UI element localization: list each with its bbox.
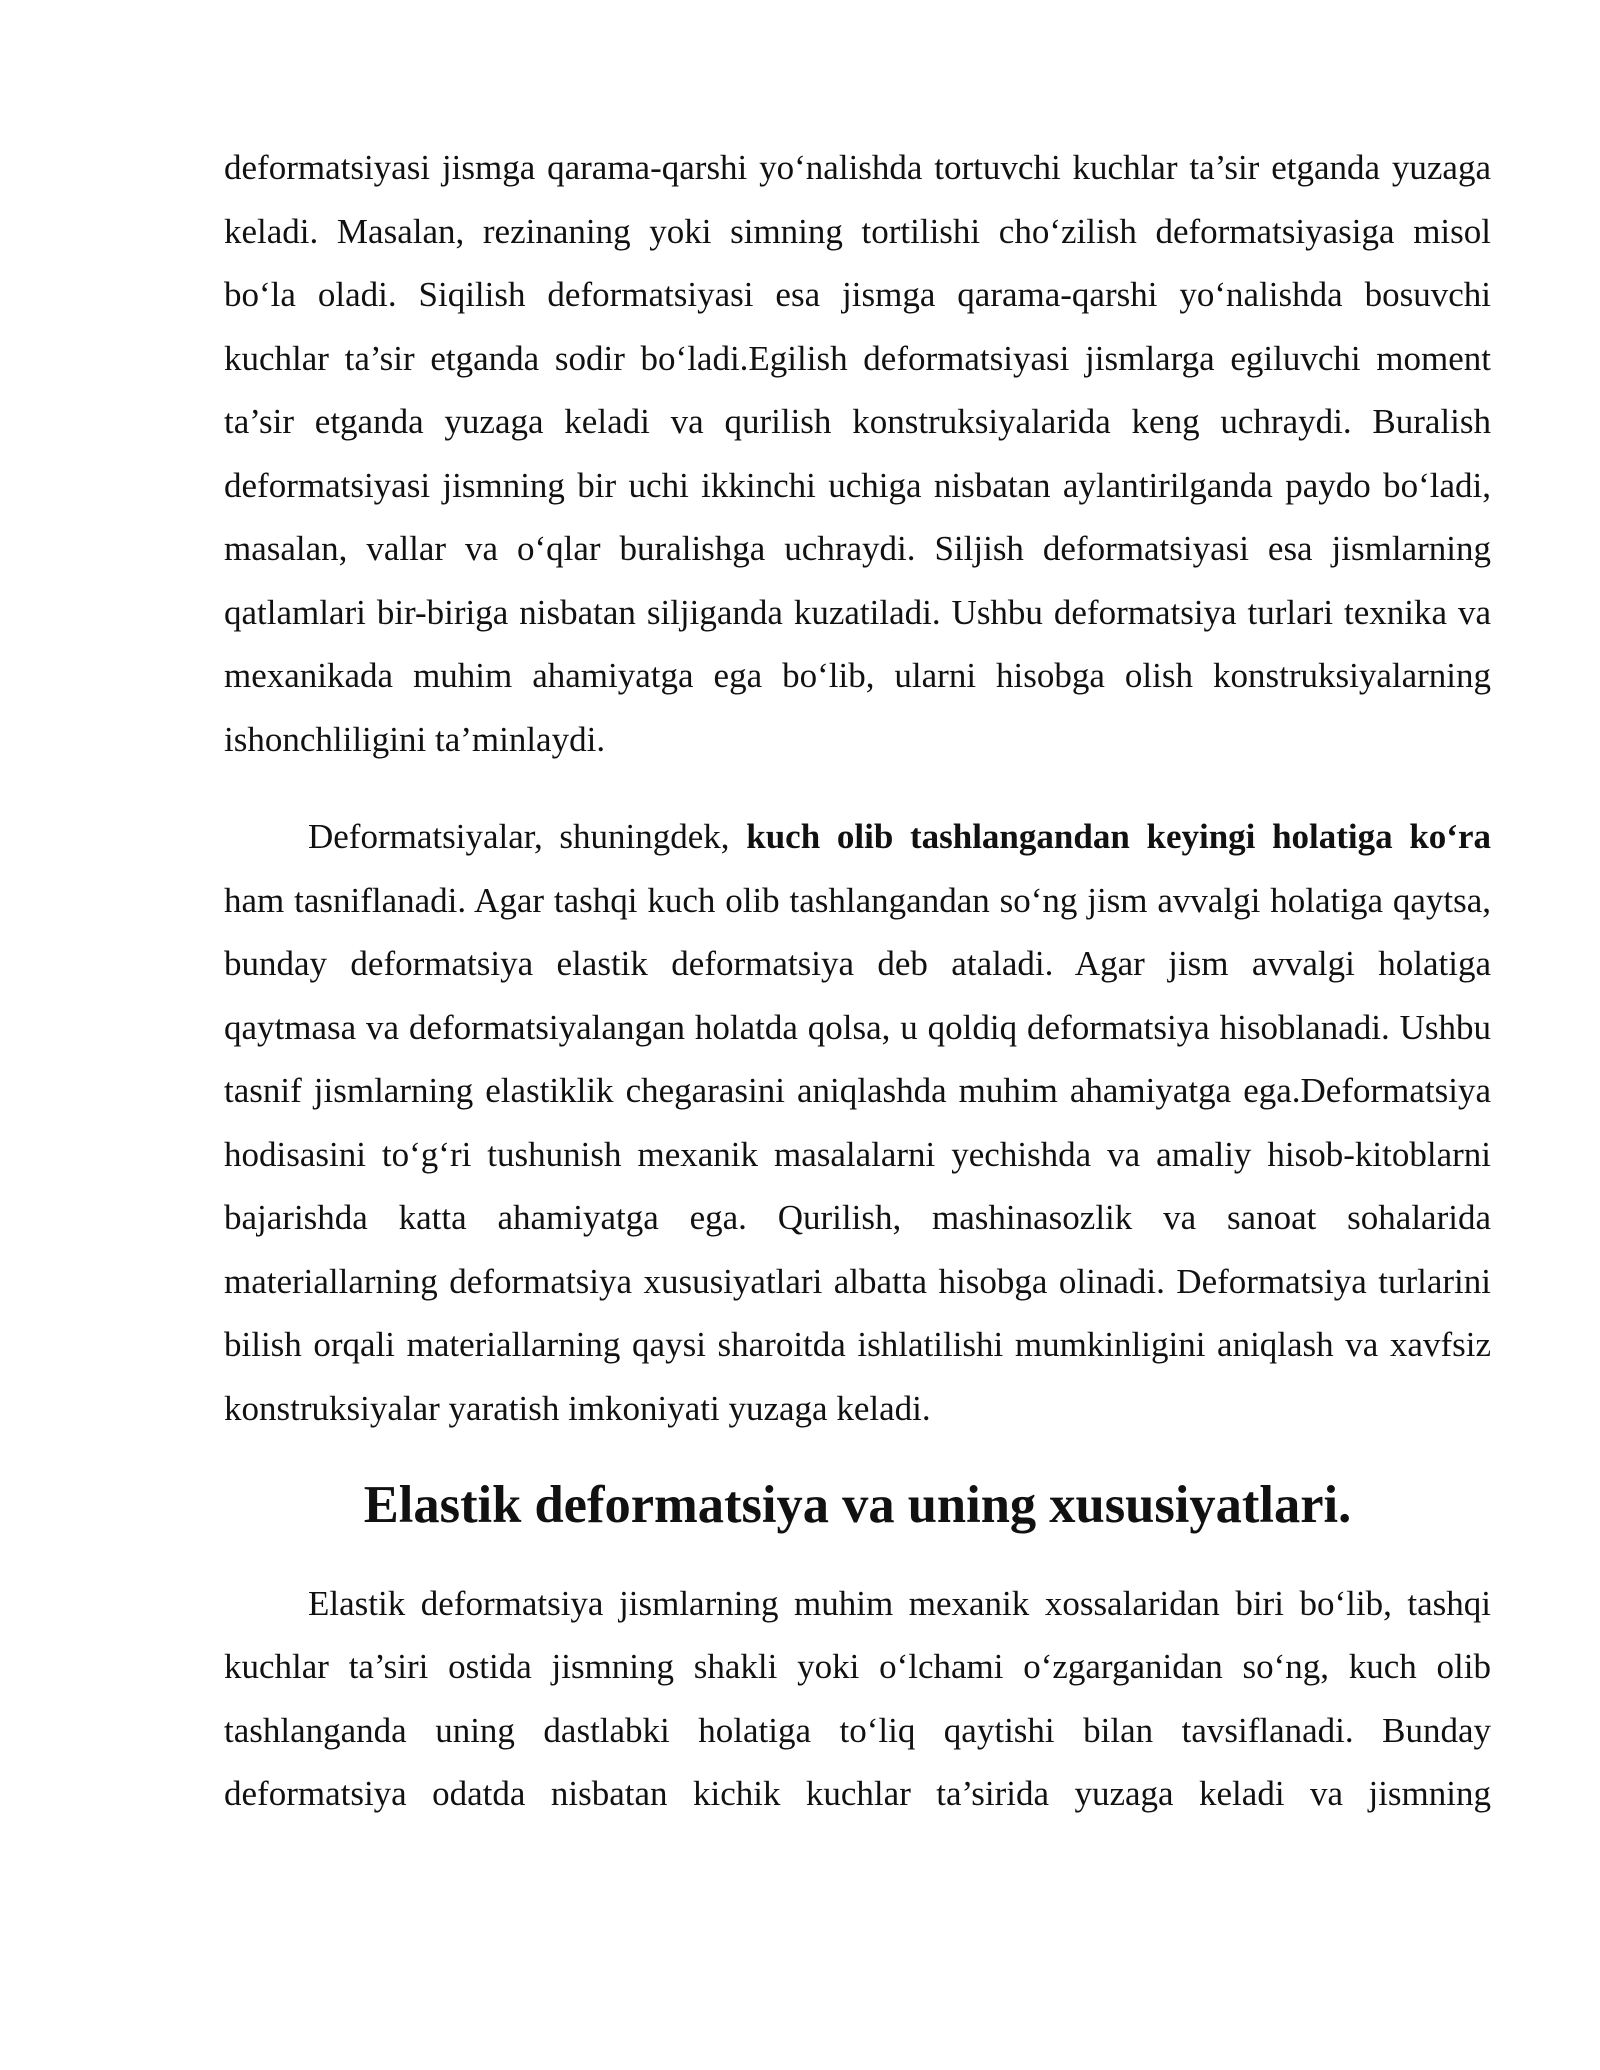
paragraph-3: Elastik deformatsiya jismlarning muhim mexanik xossalaridan biri bo‘lib, tashqi kuchlar ta’siri ostida jismning shakli yoki o‘lchami o‘zgarganidan so‘ng, kuch olib tashlanganda uning dastlabki holatiga to‘liq qaytishi bilan tavsiflanadi. Bunday deformatsiya odatda nisbatan kichik kuchlar ta’sirida yuzaga keladi va jismning bbox=[224, 1583, 1491, 1813]
paragraph-2-emphasis: kuch olib tashlangandan keyingi holatiga ko‘ra bbox=[746, 817, 1491, 856]
paragraph-2-lead: Deformatsiyalar, shuningdek, bbox=[308, 817, 747, 856]
paragraph-1: deformatsiyasi jismga qarama-qarshi yo‘nalishda tortuvchi kuchlar ta’sir etganda yuzaga keladi. Masalan, rezinaning yoki simning tortilishi cho‘zilish deformatsiyasiga misol bo‘la oladi. Siqilish deformatsiyasi esa jismga qarama-qarshi yo‘nalishda bosuvchi kuchlar ta’sir etganda sodir bo‘ladi.Egilish deformatsiyasi jismlarga egiluvchi moment ta’sir etganda yuzaga keladi va qurilish konstruksiyalarida keng uchraydi. Buralish deformatsiyasi jismning bir uchi ikkinchi uchiga nisbatan aylantirilganda paydo bo‘ladi, masalan, vallar va o‘qlar buralishga uchraydi. Siljish deformatsiyasi esa jismlarning qatlamlari bir-biriga nisbatan siljiganda kuzatiladi. Ushbu deformatsiya turlari texnika va mexanikada muhim ahamiyatga ega bo‘lib, ularni hisobga olish konstruksiyalarning ishonchliligini ta’minlaydi. bbox=[224, 148, 1491, 759]
document-page bbox=[224, 136, 1491, 1826]
paragraph-2-rest: ham tasniflanadi. Agar tashqi kuch olib tashlangandan so‘ng jism avvalgi holatiga qaytsa, bunday deformatsiya elastik deformatsiya deb ataladi. Agar jism avvalgi holatiga qaytmasa va deformatsiyalangan holatda qolsa, u qoldiq deformatsiya hisoblanadi. Ushbu tasnif jismlarning elastiklik chegarasini aniqlashda muhim ahamiyatga ega.Deformatsiya hodisasini to‘g‘ri tushunish mexanik masalalarni yechishda va amaliy hisob-kitoblarni bajarishda katta ahamiyatga ega. Qurilish, mashinasozlik va sanoat sohalarida materiallarning deformatsiya xususiyatlari albatta hisobga olinadi. Deformatsiya turlarini bilish orqali materiallarning qaysi sharoitda ishlatilishi mumkinligini aniqlash va xavfsiz konstruksiyalar yaratish imkoniyati yuzaga keladi. bbox=[224, 880, 1491, 1428]
paragraph-2 bbox=[224, 805, 1491, 1440]
section-heading: Elastik deformatsiya va uning xususiyatlari. bbox=[363, 1476, 1352, 1534]
